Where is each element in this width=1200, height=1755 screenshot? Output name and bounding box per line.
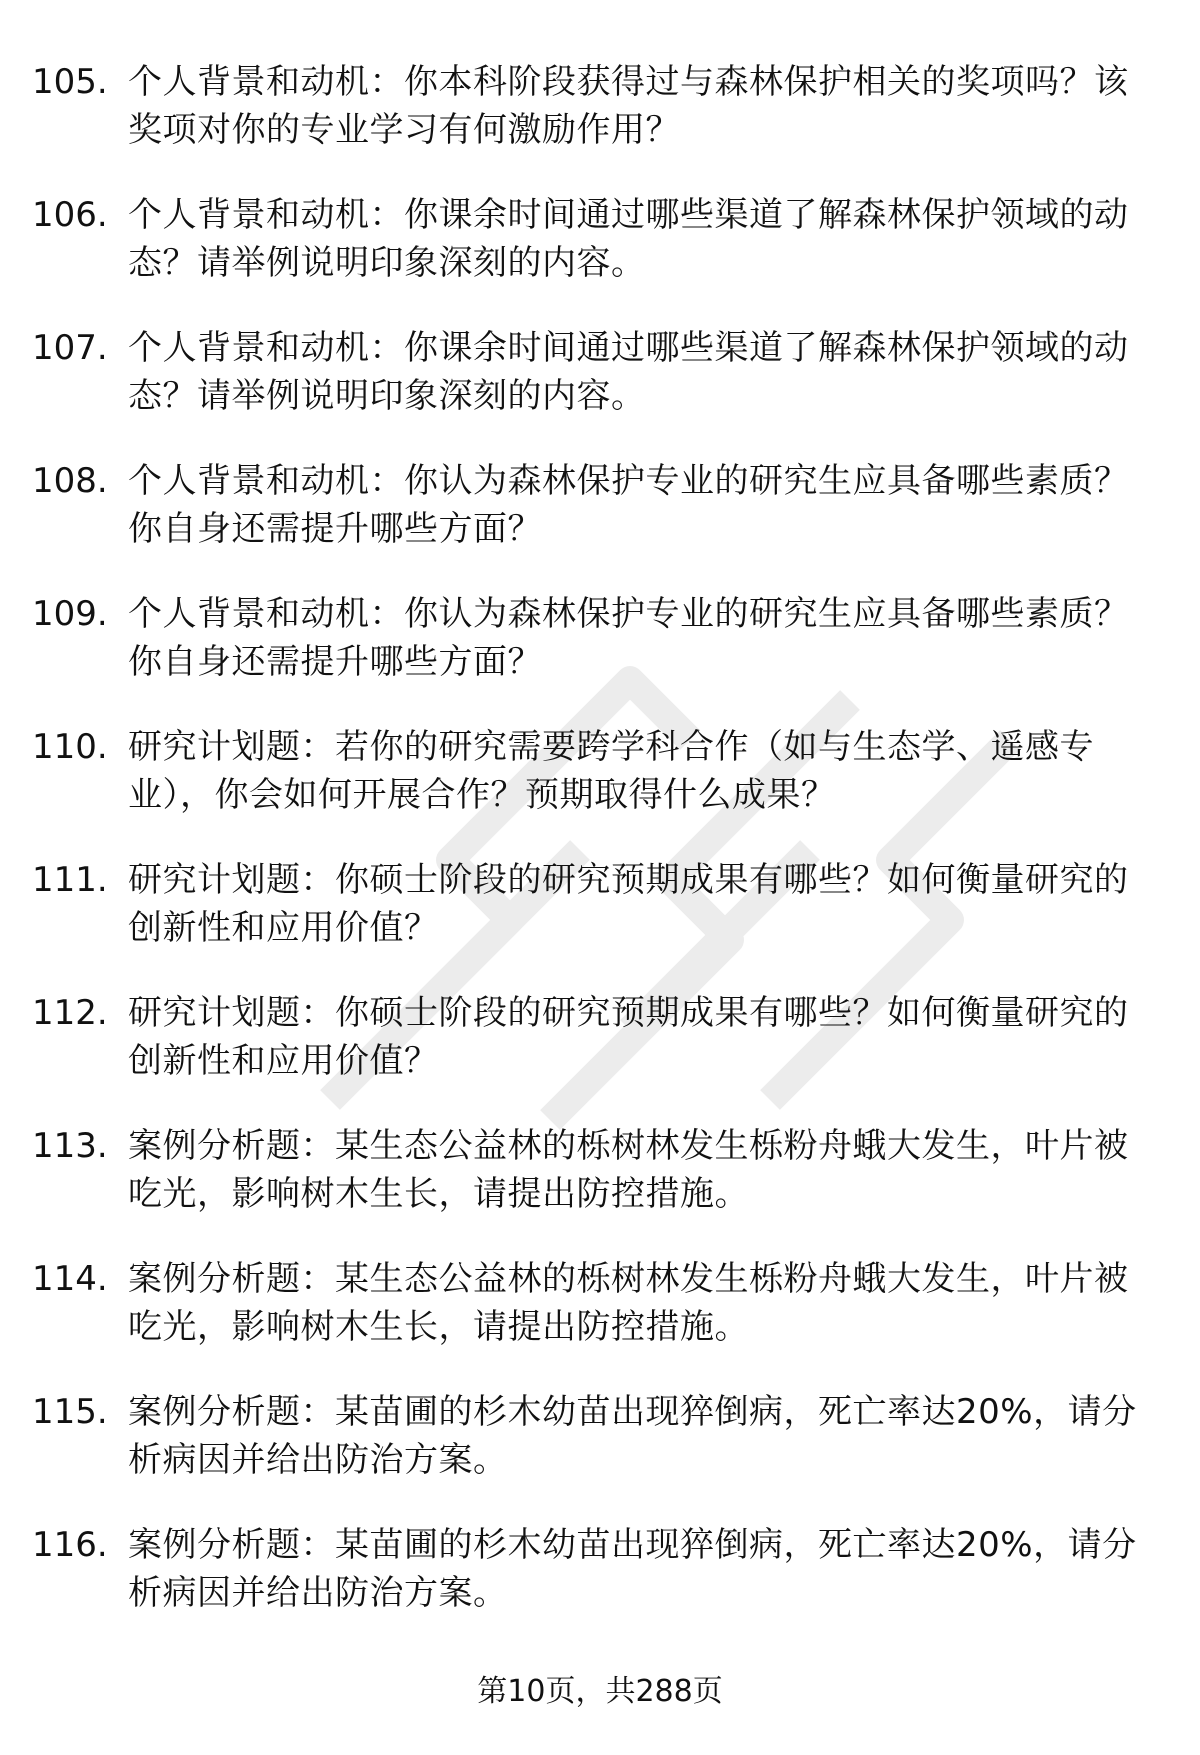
- question-text: 案例分析题：某生态公益林的栎树林发生栎粉舟蛾大发生，叶片被吃光，影响树木生长，请提出防控措施。: [128, 1126, 1129, 1214]
- question-number: 106.: [32, 195, 108, 235]
- question-number: 111.: [32, 860, 108, 900]
- question-number: 109.: [32, 594, 108, 634]
- question-item: [32, 1255, 1142, 1388]
- question-number: 107.: [32, 328, 108, 368]
- question-number: 105.: [32, 62, 108, 102]
- question-item: [32, 1521, 1142, 1654]
- question-item: [32, 191, 1142, 324]
- question-item: [32, 590, 1142, 723]
- question-number: 112.: [32, 993, 108, 1033]
- question-number: 114.: [32, 1259, 108, 1299]
- question-number: 115.: [32, 1392, 108, 1432]
- question-number: 113.: [32, 1126, 108, 1166]
- question-text: 研究计划题：你硕士阶段的研究预期成果有哪些？如何衡量研究的创新性和应用价值？: [128, 993, 1129, 1081]
- question-item: [32, 1122, 1142, 1255]
- question-number: 116.: [32, 1525, 108, 1565]
- question-text: 个人背景和动机：你认为森林保护专业的研究生应具备哪些素质？你自身还需提升哪些方面？: [128, 461, 1129, 549]
- question-item: [32, 723, 1142, 856]
- question-text: 个人背景和动机：你课余时间通过哪些渠道了解森林保护领域的动态？请举例说明印象深刻的内容。: [128, 328, 1129, 416]
- page-footer: 第10页，共288页: [477, 1674, 723, 1709]
- question-text: 个人背景和动机：你课余时间通过哪些渠道了解森林保护领域的动态？请举例说明印象深刻的内容。: [128, 195, 1129, 283]
- question-text: 研究计划题：若你的研究需要跨学科合作（如与生态学、遥感专业），你会如何开展合作？预期取得什么成果？: [128, 727, 1094, 815]
- question-text: 案例分析题：某苗圃的杉木幼苗出现猝倒病，死亡率达20%，请分析病因并给出防治方案。: [128, 1392, 1137, 1480]
- question-item: [32, 457, 1142, 590]
- question-item: [32, 856, 1142, 989]
- question-text: 案例分析题：某生态公益林的栎树林发生栎粉舟蛾大发生，叶片被吃光，影响树木生长，请提出防控措施。: [128, 1259, 1129, 1347]
- question-number: 110.: [32, 727, 108, 767]
- question-item: [32, 324, 1142, 457]
- question-list: [32, 58, 1142, 1654]
- question-item: [32, 989, 1142, 1122]
- question-text: 研究计划题：你硕士阶段的研究预期成果有哪些？如何衡量研究的创新性和应用价值？: [128, 860, 1129, 948]
- question-text: 个人背景和动机：你本科阶段获得过与森林保护相关的奖项吗？该奖项对你的专业学习有何激励作用？: [128, 62, 1129, 150]
- question-text: 案例分析题：某苗圃的杉木幼苗出现猝倒病，死亡率达20%，请分析病因并给出防治方案。: [128, 1525, 1137, 1613]
- question-number: 108.: [32, 461, 108, 501]
- question-item: [32, 58, 1142, 191]
- question-item: [32, 1388, 1142, 1521]
- question-text: 个人背景和动机：你认为森林保护专业的研究生应具备哪些素质？你自身还需提升哪些方面？: [128, 594, 1129, 682]
